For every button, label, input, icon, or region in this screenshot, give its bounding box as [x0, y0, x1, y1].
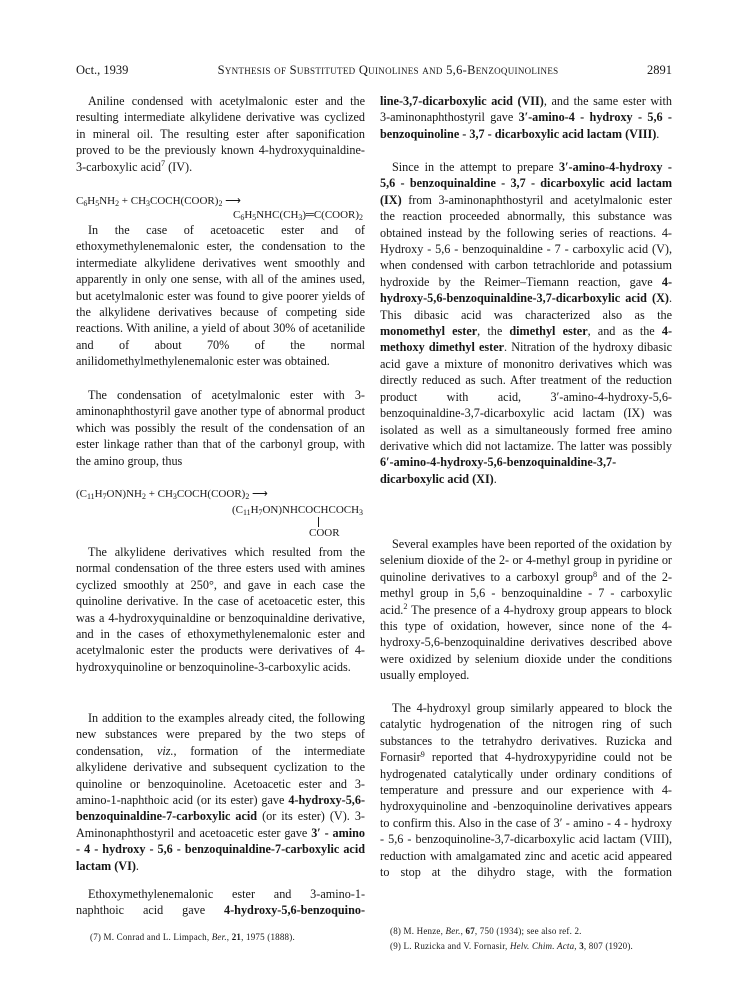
compound-name: 3′-amino-4 - hydroxy - 5,6 - benzoquinoline - 3,7 - dicarboxylic acid lactam (VIII): [380, 110, 672, 141]
subscript: 5: [95, 199, 100, 209]
italic-text: viz.: [156, 743, 174, 758]
subscript: 2: [115, 199, 120, 209]
subscript: 5: [252, 213, 257, 223]
footnote-reference: 7: [160, 159, 166, 169]
footnote-9: (9) L. Ruzicka and V. Fornasir, Helv. Chim. Acta, 3, 807 (1920).: [390, 941, 634, 951]
compound-name: 4-hydroxy-5,6-benzoquinaldine-3,7-dicarboxylic acid (X): [380, 274, 672, 306]
compound-name: 4-hydroxy-5,6-benzoquinaldine-7-carboxylic acid: [76, 793, 365, 824]
subscript: 11: [87, 492, 95, 502]
compound-name: 4-methoxy dimethyl ester: [380, 324, 673, 355]
subscript: 2: [245, 492, 250, 502]
subscript: 6: [240, 213, 245, 223]
running-title: Synthesis of Substituted Quinolines and 5,6-Benzoquinolines: [217, 63, 559, 77]
paragraph-selenium-oxidation: Several examples have been reported of the oxidation by selenium dioxide of the 2- or 4-methyl group in pyridine or quinoline derivatives to a carboxyl group$^8$ and of the 2-methyl group in 5,6 - benzoquinaldine - 7 - carboxylic acid.$^2$ The presence of a 4-hydroxy group appears to block this type of oxidation, however, since none of the 4-hydroxy-5,6-benzoquinaldine derivatives described above were oxidized by selenium dioxide under the conditions usually employed.: [380, 537, 673, 683]
compound-name: 67: [465, 926, 475, 936]
subscript: 11: [242, 508, 251, 518]
compound-name: 21: [231, 932, 242, 942]
compound-name: monomethyl ester: [380, 324, 478, 339]
page-number: 2891: [647, 63, 672, 77]
paragraph-lactam-ix: Since in the attempt to prepare 3′-amino-4-hydroxy - 5,6 - benzoquinaldine - 3,7 - dicarboxylic acid lactam (IX) from 3-aminonaphthostyril and acetylmalonic ester the reaction proceeded abnormally, this substance was obtained instead by the following series of reactions. 4-Hydroxy - 5,6 - benzoquinaldine - 7 - carboxylic acid (V), when condensed with carbon tetrachloride and potassium hydroxide by the Reimer–Tiemann reaction, gave 4-hydroxy-5,6-benzoquinaldine-3,7-dicarboxylic acid (X). This dibasic acid was characterized also as the monomethyl ester, the dimethyl ester, and as the 4-methoxy dimethyl ester. Nitration of the hydroxy dibasic acid gave a mixture of mononitro derivatives which was directly reduced as such. After treatment of the reduction product with acid, 3′-amino-4-hydroxy-5,6-benzoquinaldine-3,7-dicarboxylic acid lactam (IX) was isolated as well as a simultaneously formed free amino derivative which did not lactamize. The latter was possibly 6′-amino-4-hydroxy-5,6-benzoquinaldine-3,7-dicarboxylic acid (XI).: [380, 160, 673, 486]
subscript: 2: [141, 492, 146, 502]
footnote-7: (7) M. Conrad and L. Limpach, Ber., 21, 1975 (1888).: [90, 932, 295, 942]
subscript: 3: [298, 213, 303, 223]
compound-name: 6′-amino-4-hydroxy-5,6-benzoquinaldine-3,7-dicarboxylic acid (XI): [380, 455, 617, 486]
paragraph-abnormal-product: The condensation of acetylmalonic ester with 3-aminonaphthostyril gave another type of abnormal product which was possibly the result of the condensation of an ester linkage rather than that of the carbonyl group, with the amino group, thus: [76, 388, 365, 468]
footnote-reference: 2: [403, 602, 408, 612]
paragraph-ester-condensation: In the case of acetoacetic ester and of ethoxymethylenemalonic ester, the condensation to the intermediate alkylidene derivatives went smoothly and apparently in only one sense, with all of the amines used, but acetylmalonic ester was found to give poorer yields of the alkylidene derivatives because of competing side reactions. With aniline, a yield of about 30% of acetanilide and of about 70% of the normal anilidomethylmethylenemalonic ester was obtained.: [76, 223, 365, 369]
footnote-8: (8) M. Henze, Ber., 67, 750 (1934); see also ref. 2.: [390, 926, 582, 936]
subscript: 3: [146, 199, 150, 209]
footnote-reference: 9: [420, 750, 425, 760]
compound-name: 3′ - amino - 4 - hydroxy - 5,6 - benzoquinaldine-7-carboxylic acid lactam (VI): [76, 825, 365, 873]
compound-name: 3: [579, 941, 584, 951]
subscript: 2: [359, 213, 363, 223]
footnote-reference: 8: [593, 569, 598, 579]
subscript: 2: [218, 199, 223, 209]
reaction-equation-2-line-1: $(C_{11}H_7ON)NH_2$ + $CH_3COCH(COOR)_2$ ⟶: [76, 488, 268, 502]
subscript: 3: [172, 492, 177, 502]
compound-name: 3′-amino-4-hydroxy - 5,6 - benzoquinaldine - 3,7 - dicarboxylic acid lactam (IX): [380, 160, 672, 207]
italic-text: Ber.: [211, 932, 227, 942]
compound-name: dimethyl ester: [509, 324, 588, 339]
paragraph-cyclization: The alkylidene derivatives which resulted from the normal condensation of the three esters used with amines cyclized smoothly at 250°, and gave in each case the quinoline derivative. In the case of acetoacetic ester, this was a 4-hydroxyquinaldine or benzoquinaldine derivative, and in the cases of ethoxymethylenemalonic ester and acetylmalonic ester the products were derivatives of 4-hydroxyquinoline or benzoquinoline-3-carboxylic acids.: [76, 545, 365, 674]
italic-text: Ber.: [445, 926, 461, 936]
subscript: 7: [258, 508, 263, 518]
compound-name: 4-hydroxy-5,6-benzoquino-: [224, 903, 365, 918]
paragraph-hydrogenation: The 4-hydroxyl group similarly appeared to block the catalytic hydrogenation of the nitrogen ring of such substances to the tetrahydro derivatives. Ruzicka and Fornasir$^9$ reported that 4-hydroxypyridine could not be hydrogenated catalytically under ordinary conditions of temperature and pressure and our experience with 4-hydroxyquinoline and -benzoquinoline derivatives appears to confirm this. Also in the case of 3′ - amino - 4 - hydroxy - 5,6 - benzoquinoline-3,7-dicarboxylic acid lactam (VIII), reduction with amalgamated zinc and acetic acid appeared to stop at the dihydro stage, with the formation: [380, 701, 672, 880]
reaction-equation-1-line-1: $C_6H_5NH_2$ + $CH_3COCH(COOR)_2$ ⟶: [76, 195, 241, 209]
subscript: 7: [102, 492, 107, 502]
paragraph-lactam-viii: line-3,7-dicarboxylic acid (VII), and the same ester with 3-aminonaphthostyril gave 3′-amino-4 - hydroxy - 5,6 - benzoquinoline - 3,7 - dicarboxylic acid lactam (VIII).: [380, 94, 672, 141]
subscript: 3: [359, 508, 363, 518]
paragraph-ethoxymethylenemalonic: Ethoxymethylenemalonic ester and 3-amino-1-naphthoic acid gave 4-hydroxy-5,6-benzoquino-: [76, 887, 365, 918]
italic-text: Helv. Chim. Acta: [509, 941, 575, 951]
header-date: Oct., 1939: [76, 63, 129, 77]
reaction-equation-2-branch: COOR: [309, 527, 340, 539]
paragraph-aniline-condensation: Aniline condensed with acetylmalonic ester and the resulting intermediate alkylidene derivative was cyclized in mineral oil. The resulting ester after saponification proved to be the previously known 4-hydroxyquinaldine-3-carboxylic acid$^7$ (IV).: [76, 94, 365, 174]
paragraph-new-substances: In addition to the examples already cited, the following new substances were prepared by the two steps of condensation, viz., formation of the intermediate alkylidene derivative and subsequent cyclization to the quinoline or benzoquinoline. Acetoacetic ester and 3-amino-1-naphthoic acid (or its ester) gave 4-hydroxy-5,6-benzoquinaldine-7-carboxylic acid (or its ester) (V). 3-Aminonaphthostyril and acetoacetic ester gave 3′ - amino - 4 - hydroxy - 5,6 - benzoquinaldine-7-carboxylic acid lactam (VI).: [76, 711, 365, 873]
subscript: 6: [83, 199, 88, 209]
reaction-equation-2-line-2: $(C_{11}H_7ON)NHCOCHCOCH_3$: [231, 504, 363, 518]
reaction-equation-1-line-2: $C_6H_5NHC(CH_3)═C(COOR)_2$: [233, 209, 363, 223]
compound-name: line-3,7-dicarboxylic acid (VII): [380, 94, 544, 108]
